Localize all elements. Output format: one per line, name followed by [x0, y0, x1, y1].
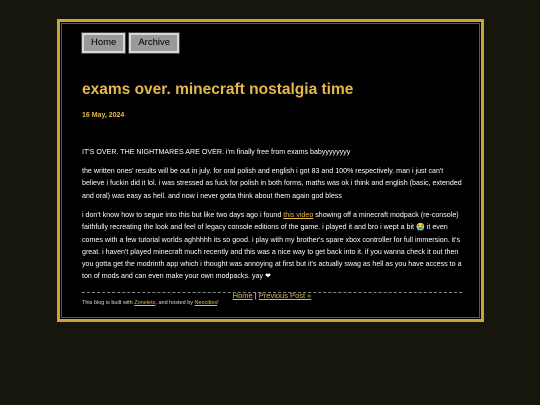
- footer-text-start: This blog is built with: [82, 300, 135, 306]
- paragraph-3-text-end: showing off a minecraft modpack (re-console) faithfully recreating the look and feel of legacy console editions of the game. i played it and bro i wept a bit 😭 it even comes with a few tutorial worlds aghhhhh its so good. i play with my brother's spare xbox controller for full immersion. it's great. i haven't played minecraft much recently and this was a nice way to get back into it. if you wanna check it out then you gotta get the modrinth app which i thought was annoying at first but it's actually swag as hell as you have access to a ton of mods and can even make your own modpacks. yay ❤: [82, 211, 462, 281]
- paragraph-3-text-start: i don't know how to segue into this but like two days ago i found: [82, 211, 284, 219]
- post-title: exams over. minecraft nostalgia time: [82, 81, 354, 98]
- post-paragraph-2: the written ones' results will be out in july. for oral polish and english i got 83 and 100% respectively. man i just can't believe i fuckin did it lol. i was stressed as fuck for polish in both forms, maths was ok i think and english (basic, extended and oral) was easy as hell. and now i never gotta think about them again god bless: [82, 167, 462, 200]
- neocities-link[interactable]: Neocities: [194, 300, 218, 306]
- blog-frame: [57, 19, 484, 322]
- footer-divider: [82, 292, 462, 293]
- post-paragraph-3: [82, 209, 466, 283]
- footer-text-end: !: [217, 300, 219, 306]
- top-nav: [82, 33, 179, 53]
- footer: [82, 300, 219, 306]
- post-date: 16 May, 2024: [82, 112, 125, 119]
- zonelets-link[interactable]: Zonelets: [134, 300, 156, 306]
- post-content: [82, 81, 462, 300]
- nav-home-button[interactable]: Home: [82, 33, 125, 53]
- post-paragraph-1: IT'S OVER. THE NIGHTMARES ARE OVER. i'm finally free from exams babyyyyyyyy: [82, 148, 351, 156]
- post-nav-home-link[interactable]: Home: [232, 291, 253, 300]
- footer-text-middle: , and hosted by: [155, 300, 195, 306]
- post-nav-separator: |: [252, 291, 259, 300]
- previous-post-link[interactable]: Previous Post »: [258, 291, 312, 300]
- this-video-link[interactable]: this video: [283, 211, 314, 219]
- nav-archive-button[interactable]: Archive: [129, 33, 179, 53]
